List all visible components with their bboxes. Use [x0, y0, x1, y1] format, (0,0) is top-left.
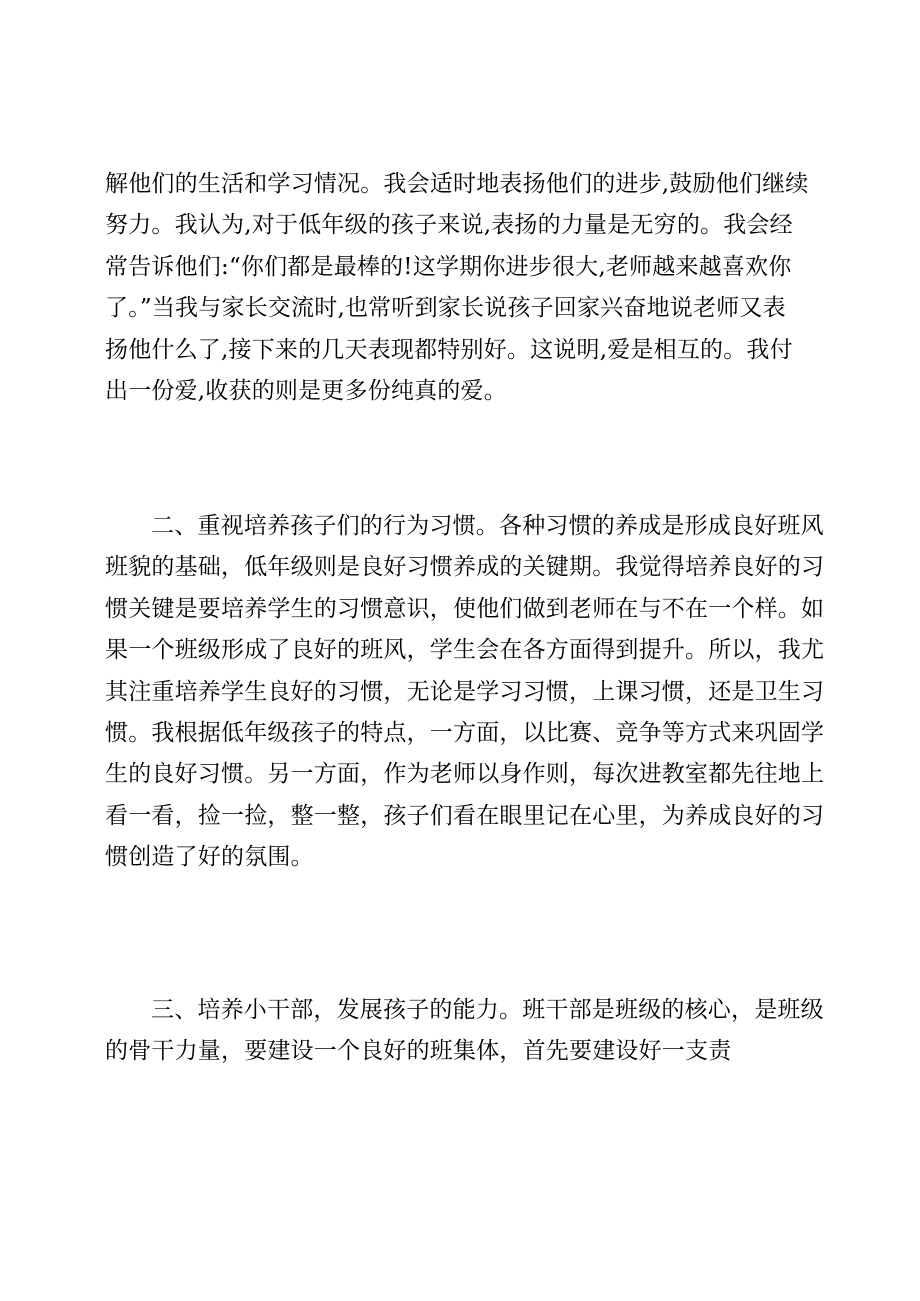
- text-line: 惯创造了好的氛围。: [105, 844, 314, 871]
- text-line: 班貌的基础，低年级则是良好习惯养成的关键期。我觉得培养良好的习: [105, 554, 825, 581]
- text-line: 解他们的生活和学习情况。我会适时地表扬他们的进步,鼓励他们继续: [105, 171, 809, 197]
- paragraph-habits: [105, 506, 825, 879]
- text-line: 看一看，捡一捡，整一整，孩子们看在眼里记在心里，为养成良好的习: [105, 802, 825, 829]
- text-line: 惯关键是要培养学生的习惯意识，使他们做到老师在与不在一个样。如: [105, 595, 825, 622]
- text-line: 惯。我根据低年级孩子的特点，一方面，以比赛、竞争等方式来巩固学: [105, 720, 825, 747]
- text-line: 出一份爱,收获的则是更多份纯真的爱。: [105, 378, 507, 405]
- text-line: 果一个班级形成了良好的班风，学生会在各方面得到提升。所以，我尤: [105, 637, 825, 664]
- paragraph-class-leaders: [105, 990, 825, 1073]
- paragraph-praise: [105, 164, 825, 412]
- text-line-first: [105, 506, 825, 547]
- text-line: 的骨干力量，要建设一个良好的班集体，首先要建设好一支责: [105, 1038, 732, 1065]
- text-line: 扬他什么了,接下来的几天表现都特别好。这说明,爱是相互的。我付: [105, 336, 793, 363]
- text-line: 了。”当我与家长交流时,也常听到家长说孩子回家兴奋地说老师又表: [105, 295, 786, 322]
- text-line: 生的良好习惯。另一方面，作为老师以身作则，每次进教室都先往地上: [105, 761, 825, 788]
- text-line: 努力。我认为,对于低年级的孩子来说,表扬的力量是无穷的。我会经: [105, 212, 793, 239]
- text-line-content: 二、重视培养孩子们的行为习惯。各种习惯的养成是形成良好班风: [151, 513, 824, 539]
- text-line-content: 三、培养小干部，发展孩子的能力。班干部是班级的核心，是班级: [151, 997, 824, 1023]
- text-line: 其注重培养学生良好的习惯，无论是学习习惯，上课习惯，还是卫生习: [105, 678, 825, 705]
- text-line-first: [105, 990, 825, 1031]
- text-line: 常告诉他们:“你们都是最棒的!这学期你进步很大,老师越来越喜欢你: [105, 253, 792, 280]
